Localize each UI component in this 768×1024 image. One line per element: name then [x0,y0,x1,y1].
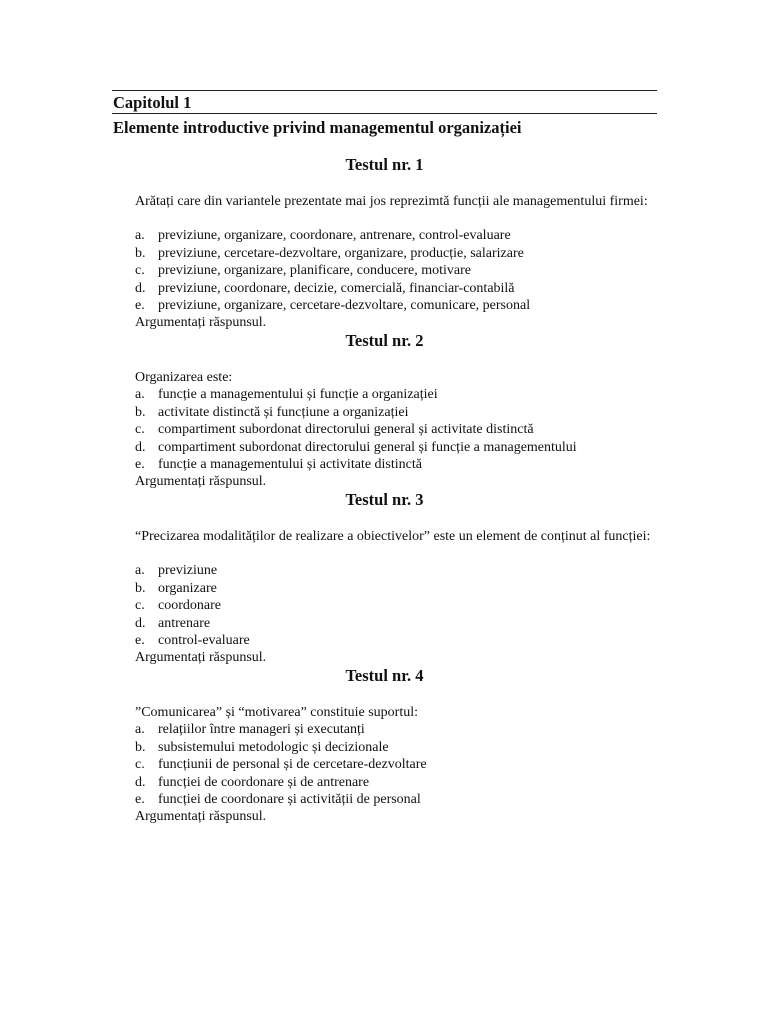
option-text: previziune [158,563,218,578]
test-4-question: ”Comunicarea” și “motivarea” constituie suportul: [135,705,419,720]
test-2-instruction: Argumentați răspunsul. [135,474,267,489]
test-4-title: Testul nr. 4 [345,666,424,685]
option-letter: b. [135,580,146,596]
option-letter: a. [135,228,145,243]
option-letter: c. [135,598,145,613]
option-letter: d. [135,774,146,790]
option-text: previziune, organizare, planificare, conducere, motivare [158,263,472,278]
option-letter: a. [135,387,145,402]
option-text: relațiilor între manageri și executanți [158,722,365,737]
option-letter: e. [135,298,145,313]
option-text: previziune, organizare, cercetare-dezvoltare, comunicare, personal [158,298,531,313]
chapter-divider-rule [112,113,657,114]
test-3-question: “Precizarea modalităților de realizare a obiectivelor” este un element de conținut al funcției: [135,529,651,544]
option-text: funcție a managementului și funcție a organizației [158,387,438,402]
option-letter: e. [135,633,145,648]
option-letter: a. [135,563,145,578]
option-letter: c. [135,422,145,437]
test-3-title: Testul nr. 3 [345,490,424,509]
option-text: funcției de coordonare și de antrenare [158,774,370,790]
option-letter: c. [135,263,145,278]
test-4-instruction: Argumentați răspunsul. [135,809,267,824]
option-text: organizare [158,580,217,596]
option-text: previziune, organizare, coordonare, antrenare, control-evaluare [158,228,511,243]
option-text: coordonare [158,598,221,613]
test-2-title: Testul nr. 2 [345,331,424,350]
option-letter: e. [135,792,145,807]
option-text: previziune, cercetare-dezvoltare, organizare, producție, salarizare [158,245,524,261]
option-letter: b. [135,404,146,420]
option-letter: c. [135,757,145,772]
option-text: funcției de coordonare și activității de personal [158,792,421,807]
option-text: antrenare [158,615,211,631]
option-text: compartiment subordonat directorului general și funcție a managementului [158,439,577,455]
top-rule [112,90,657,91]
option-text: funcție a managementului și activitate distinctă [158,457,422,472]
chapter-title: Elemente introductive privind managementul organizației [113,118,522,137]
option-text: control-evaluare [158,633,250,648]
test-1-instruction: Argumentați răspunsul. [135,315,267,330]
option-text: previziune, coordonare, decizie, comercială, financiar-contabilă [158,280,515,296]
option-text: subsistemului metodologic și decizionale [158,739,389,755]
option-letter: b. [135,245,146,261]
option-letter: d. [135,615,146,631]
test-1-title: Testul nr. 1 [345,155,424,174]
option-text: activitate distinctă și funcțiune a organizației [158,404,409,420]
option-text: funcțiunii de personal și de cercetare-dezvoltare [158,757,427,772]
test-1-question: Arătați care din variantele prezentate mai jos reprezimtă funcții ale managementului firmei: [135,194,648,209]
option-letter: b. [135,739,146,755]
option-letter: a. [135,722,145,737]
test-3-instruction: Argumentați răspunsul. [135,650,267,665]
chapter-label: Capitolul 1 [113,93,192,112]
option-letter: e. [135,457,145,472]
option-text: compartiment subordonat directorului general și activitate distinctă [158,422,534,437]
option-letter: d. [135,280,146,296]
option-letter: d. [135,439,146,455]
test-2-question: Organizarea este: [135,370,233,385]
